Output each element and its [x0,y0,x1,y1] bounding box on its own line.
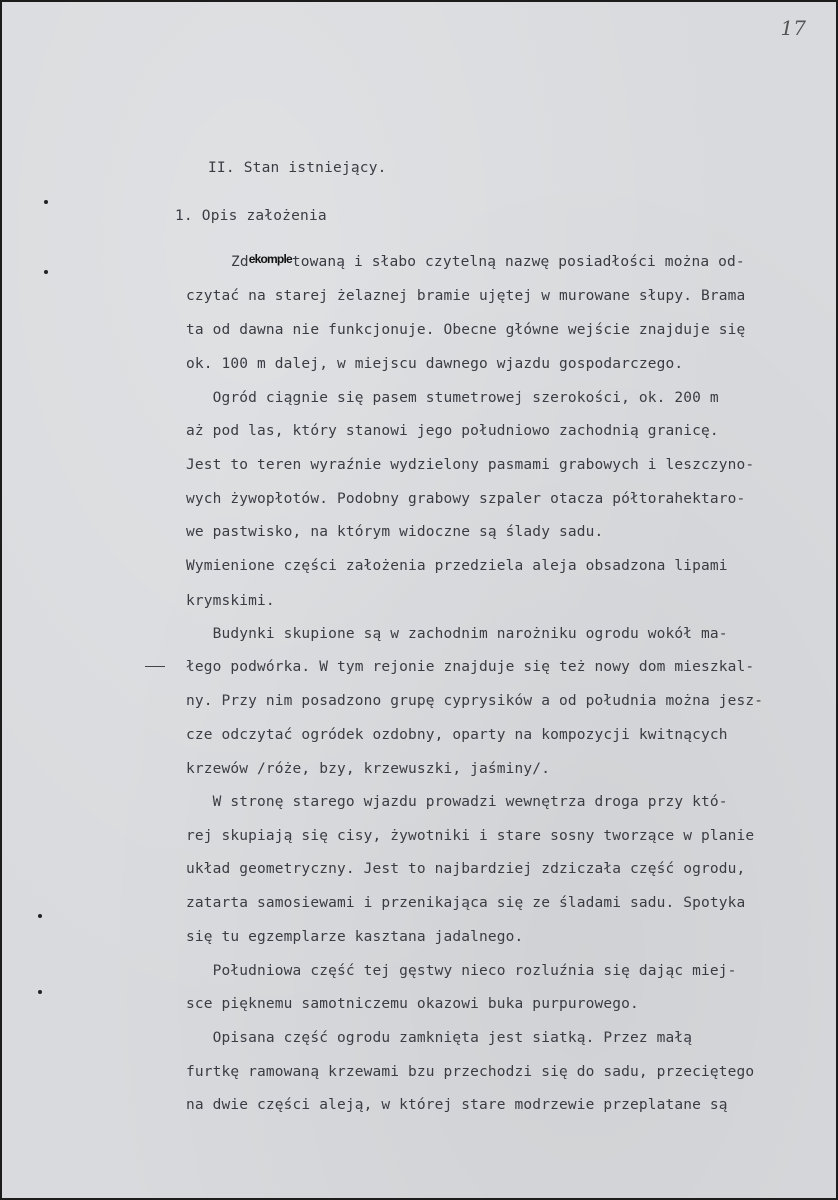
text-line: Ogród ciągnie się pasem stumetrowej szerokości, ok. 200 m [186,390,719,406]
text-line: cze odczytać ogródek ozdobny, oparty na kompozycji kwitnących [186,727,728,743]
text-line: się tu egzemplarze kasztana jadalnego. [186,929,524,945]
text-line: ny. Przy nim posadzono grupę cyprysików a od południa można jesz- [186,693,764,709]
text-line: łego podwórka. W tym rejonie znajduje się też nowy dom mieszkal- [186,659,755,675]
text-fragment: Zd [231,254,249,270]
text-line: zatarta samosiewami i przenikająca się ze śladami sadu. Spotyka [186,895,746,911]
margin-mark [44,270,48,274]
text-line: Opisana część ogrodu zamknięta jest siatką. Przez małą [186,1030,693,1046]
text-fragment: towaną i słabo czytelną nazwę posiadłości można od- [291,254,745,270]
text-line: układ geometryczny. Jest to najbardziej zdziczała część ogrodu, [186,861,746,877]
text-line: sce pięknemu samotniczemu okazowi buka purpurowego. [186,996,639,1012]
text-line: czytać na starej żelaznej bramie ujętej w murowane słupy. Brama [186,288,746,304]
text-line: Budynki skupione są w zachodnim narożniku ogrodu wokół ma- [186,626,728,642]
text-line: ta od dawna nie funkcjonuje. Obecne główne wejście znajduje się [186,322,746,338]
handwritten-insertion: ekomple [248,252,292,266]
margin-mark [38,990,42,994]
text-line: we pastwisko, na którym widoczne są ślady sadu. [186,524,604,540]
text-line: rej skupiają się cisy, żywotniki i stare sosny tworzące w planie [186,828,755,844]
page-number: 17 [780,16,806,40]
margin-dash [145,666,165,667]
text-line: na dwie części aleją, w której stare modrzewie przeplatane są [186,1097,728,1113]
section-heading: II. Stan istniejący. [208,160,387,176]
text-line [231,254,745,270]
text-line: Południowa część tej gęstwy nieco rozluźnia się dając miej- [186,963,737,979]
text-line: W stronę starego wjazdu prowadzi wewnętrza droga przy któ- [186,794,728,810]
text-line: aż pod las, który stanowi jego południowo zachodnią granicę. [186,423,719,439]
text-line: krzewów /róże, bzy, krzewuszki, jaśminy/. [186,761,551,777]
text-line: wych żywopłotów. Podobny grabowy szpaler otacza półtorahektaro- [186,491,746,507]
subsection-heading: 1. Opis założenia [175,208,327,224]
text-line: ok. 100 m dalej, w miejscu dawnego wjazdu gospodarczego. [186,356,684,372]
text-line: Wymienione części założenia przedziela aleja obsadzona lipami [186,558,728,574]
margin-mark [38,914,42,918]
text-line: krymskimi. [186,593,275,609]
margin-mark [44,200,48,204]
text-line: furtkę ramowaną krzewami bzu przechodzi się do sadu, przeciętego [186,1064,755,1080]
text-line: Jest to teren wyraźnie wydzielony pasmami grabowych i leszczyno- [186,457,755,473]
